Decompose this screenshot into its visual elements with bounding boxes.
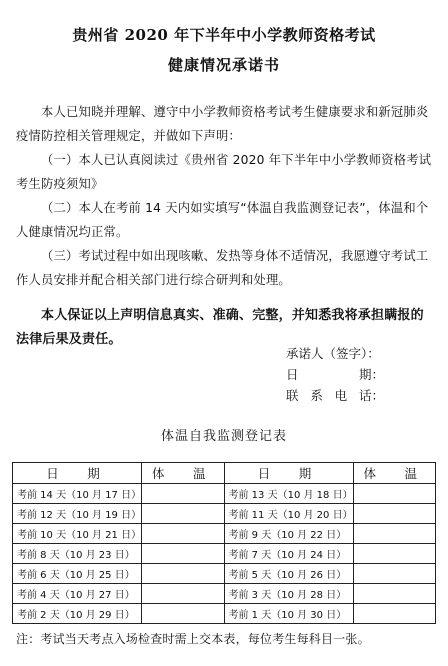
phone-field (286, 385, 384, 406)
phone-label-char: 电 (334, 388, 348, 403)
phone-label-char: 话： (358, 388, 384, 403)
date-cell: 考前 10 天（10 月 21 日） (13, 524, 142, 544)
temperature-cell[interactable] (353, 504, 435, 524)
date-cell: 考前 5 天（10 月 26 日） (224, 564, 353, 584)
date-field (286, 364, 384, 385)
pledge-statement: 本人保证以上声明信息真实、准确、完整，并知悉我将承担瞒报的法律后果及责任。 (16, 308, 424, 347)
temperature-cell[interactable] (142, 544, 224, 564)
temperature-log-table (12, 462, 436, 624)
date-cell: 考前 1 天（10 月 30 日） (224, 604, 353, 624)
phone-label-char: 联 (286, 388, 299, 403)
intro-paragraph: 本人已知晓并理解、遵守中小学教师资格考试考生健康要求和新冠肺炎疫情防控相关管理规定，并做如下声明： (16, 105, 429, 143)
table-title: 体温自我监测登记表 (160, 429, 287, 444)
temperature-cell[interactable] (142, 584, 224, 604)
date-cell: 考前 3 天（10 月 28 日） (224, 584, 353, 604)
date-cell: 考前 8 天（10 月 23 日） (13, 544, 142, 564)
table-row (13, 604, 436, 624)
table-row (13, 524, 436, 544)
table-row (13, 564, 436, 584)
signer-field: 承诺人（签字）： (286, 346, 380, 361)
table-row (13, 484, 436, 504)
date-cell: 考前 6 天（10 月 25 日） (13, 564, 142, 584)
temperature-cell[interactable] (142, 524, 224, 544)
header-temperature: 体 温 (142, 463, 224, 484)
temperature-cell[interactable] (142, 564, 224, 584)
declaration-body (16, 100, 434, 352)
temperature-cell[interactable] (353, 604, 435, 624)
clause-3: （三）考试过程中如出现咳嗽、发热等身体不适情况，我愿遵守考试工作人员安排并配合相关部门进行综合研判和处理。 (16, 249, 429, 287)
temperature-cell[interactable] (142, 504, 224, 524)
date-cell: 考前 4 天（10 月 27 日） (13, 584, 142, 604)
clause-2: （二）本人在考前 14 天内如实填写“体温自我监测登记表”，体温和个人健康情况均正常。 (16, 201, 429, 239)
header-date: 日 期 (13, 463, 142, 484)
table-header-row (13, 463, 436, 484)
date-cell: 考前 12 天（10 月 19 日） (13, 504, 142, 524)
temperature-cell[interactable] (142, 604, 224, 624)
temperature-cell[interactable] (353, 584, 435, 604)
temperature-cell[interactable] (353, 524, 435, 544)
temperature-cell[interactable] (353, 484, 435, 504)
date-cell: 考前 14 天（10 月 17 日） (13, 484, 142, 504)
footnote: 注：考试当天考点入场检查时需上交本表，每位考生每科目一张。 (16, 632, 370, 646)
date-label-char: 期： (358, 367, 384, 382)
document-title: 贵州省 2020 年下半年中小学教师资格考试 (72, 26, 376, 44)
signature-block (286, 343, 384, 406)
date-cell: 考前 7 天（10 月 24 日） (224, 544, 353, 564)
temperature-cell[interactable] (353, 564, 435, 584)
temperature-cell[interactable] (142, 484, 224, 504)
date-cell: 考前 11 天（10 月 20 日） (224, 504, 353, 524)
table-row (13, 504, 436, 524)
date-cell: 考前 13 天（10 月 18 日） (224, 484, 353, 504)
date-label-char: 日 (286, 367, 299, 382)
header-temperature: 体 温 (353, 463, 435, 484)
document-subtitle: 健康情况承诺书 (167, 56, 280, 74)
table-row (13, 584, 436, 604)
temperature-cell[interactable] (353, 544, 435, 564)
date-cell: 考前 9 天（10 月 22 日） (224, 524, 353, 544)
clause-1: （一）本人已认真阅读过《贵州省 2020 年下半年中小学教师资格考试考生防疫须知》 (16, 153, 432, 191)
header-date: 日 期 (224, 463, 353, 484)
date-cell: 考前 2 天（10 月 29 日） (13, 604, 142, 624)
phone-label-char: 系 (310, 388, 323, 403)
table-row (13, 544, 436, 564)
